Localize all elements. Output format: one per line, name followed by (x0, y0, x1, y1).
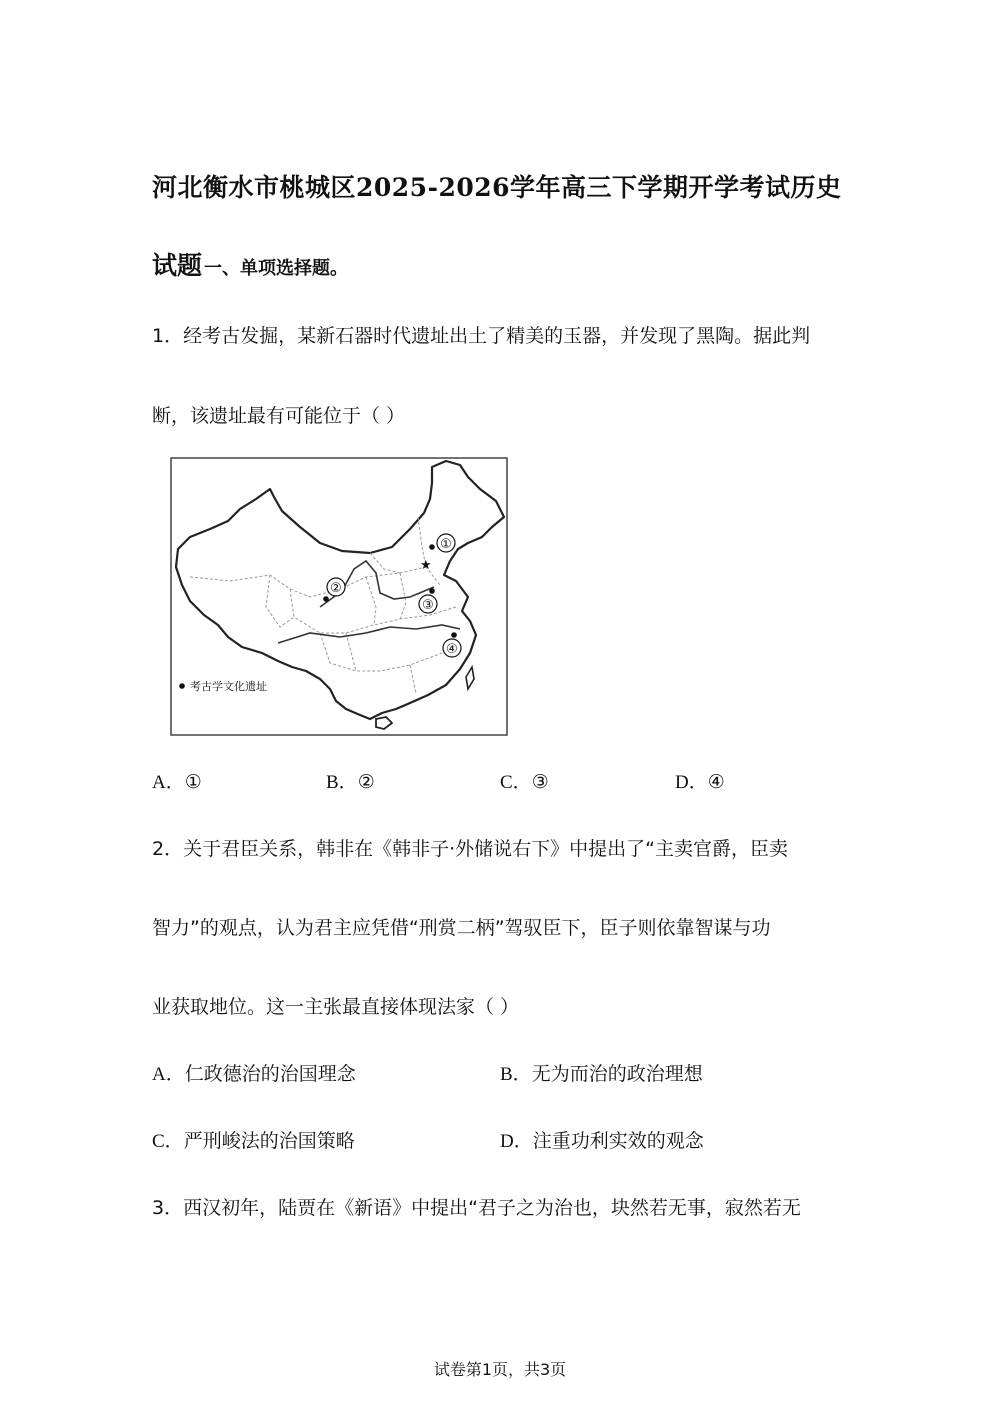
svg-text:★: ★ (420, 558, 432, 573)
title-line-1: 河北衡水市桃城区2025-2026学年高三下学期开学考试历史 (152, 173, 842, 202)
site-label-4: ④ (446, 642, 458, 657)
q2-option-d-text: 注重功利实效的观念 (532, 1130, 704, 1152)
q2-option-c-letter: C． (152, 1131, 184, 1152)
q1-option-a-text: ① (184, 771, 202, 793)
q2-option-c-text: 严刑峻法的治国策略 (183, 1130, 355, 1152)
q1-option-c-text: ③ (531, 771, 549, 793)
q1-option-d[interactable] (675, 767, 725, 794)
q2-option-d[interactable] (500, 1126, 704, 1153)
q1-option-c[interactable] (500, 767, 549, 794)
q1-option-b-text: ② (357, 771, 375, 793)
q2-text-line-2: 智力”的观点，认为君主应凭借“刑赏二柄”驾驭臣下，臣子则依靠智谋与功 (152, 917, 771, 939)
site-dot-1 (429, 544, 435, 550)
page-footer: 试卷第1页，共3页 (433, 1360, 567, 1379)
china-map-figure (170, 457, 508, 736)
title-line-2-text: 试题 (152, 251, 203, 280)
q1-text-line-1: 1．经考古发掘，某新石器时代遗址出土了精美的玉器，并发现了黑陶。据此判 (152, 325, 811, 347)
q2-option-c[interactable] (152, 1126, 355, 1153)
legend-dot-icon (179, 683, 185, 689)
q1-option-a-letter: A． (152, 772, 185, 793)
q1-text-line-2: 断，该遗址最有可能位于（ ） (152, 405, 406, 427)
q2-option-a[interactable] (152, 1059, 356, 1086)
q1-option-d-letter: D． (675, 772, 708, 793)
site-dot-2 (323, 596, 329, 602)
q2-option-b[interactable] (500, 1059, 703, 1086)
q1-option-b-letter: B． (326, 772, 358, 793)
site-dot-3 (429, 588, 435, 594)
site-label-3: ③ (422, 598, 434, 613)
q1-option-b[interactable] (326, 767, 375, 794)
q2-option-d-letter: D． (500, 1131, 533, 1152)
q1-option-a[interactable] (152, 767, 202, 794)
q1-option-c-letter: C． (500, 772, 532, 793)
section-heading: 一、单项选择题。 (204, 258, 349, 279)
q1-option-d-text: ④ (707, 771, 725, 793)
capital-star-icon (420, 558, 432, 573)
site-label-1: ① (440, 537, 452, 552)
q2-text-line-1: 2．关于君臣关系，韩非在《韩非子·外储说右下》中提出了“主卖官爵，臣卖 (152, 838, 788, 860)
q2-text-line-3: 业获取地位。这一主张最直接体现法家（ ） (152, 996, 520, 1018)
site-label-2: ② (330, 581, 342, 596)
q2-option-a-text: 仁政德治的治国理念 (184, 1063, 356, 1085)
q2-option-a-letter: A． (152, 1064, 185, 1085)
q2-option-b-letter: B． (500, 1064, 532, 1085)
map-legend: 考古学文化遗址 (190, 680, 267, 693)
q3-text-line-1: 3．西汉初年，陆贾在《新语》中提出“君子之为治也，块然若无事，寂然若无 (152, 1197, 801, 1219)
title-line-2 (152, 246, 348, 282)
q2-option-b-text: 无为而治的政治理想 (531, 1063, 703, 1085)
site-dot-4 (451, 632, 457, 638)
